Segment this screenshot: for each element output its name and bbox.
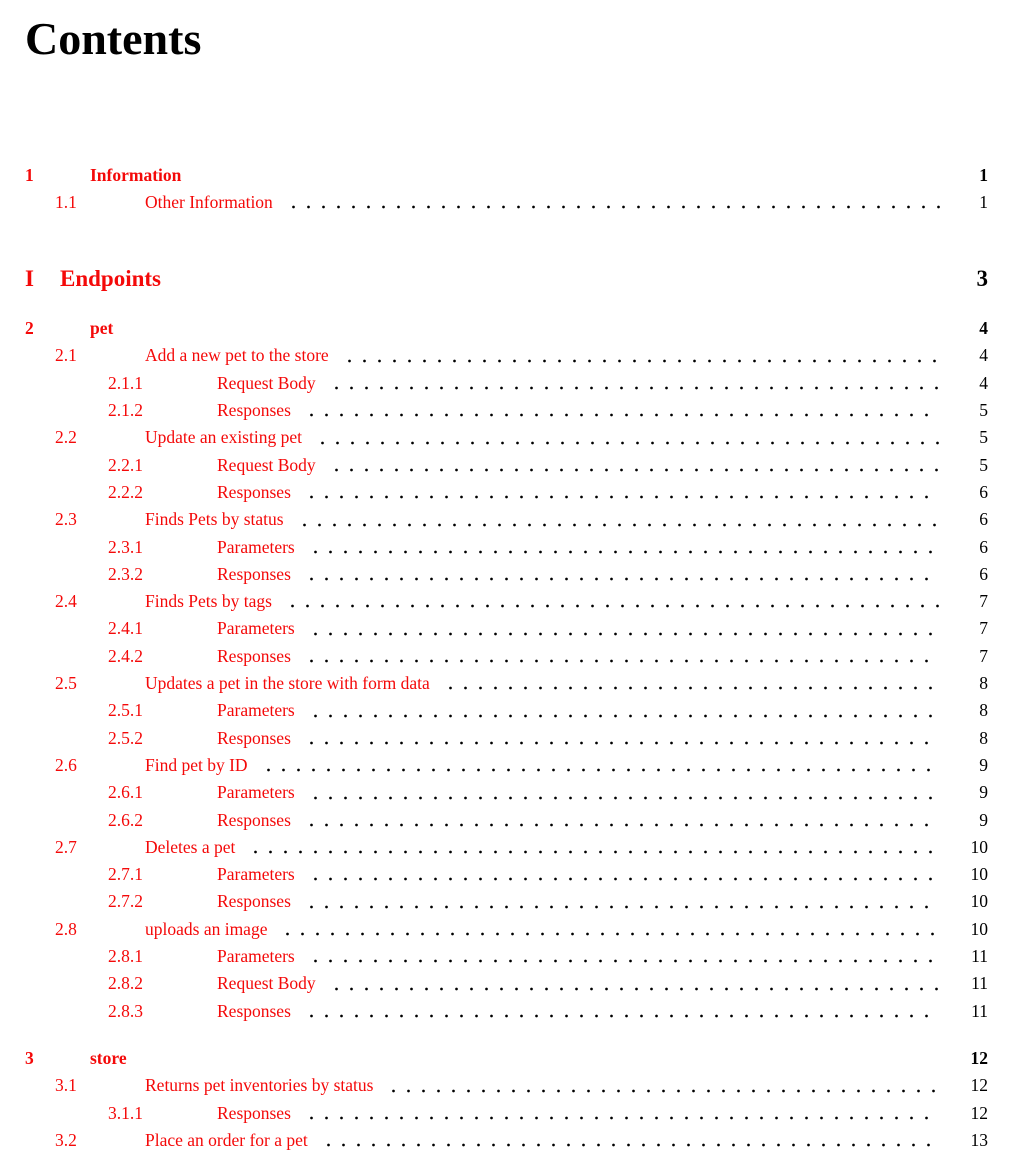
toc-entry-2.6[interactable] (25, 752, 988, 779)
dot-leader (300, 725, 940, 752)
toc-entry-2.1.1[interactable] (25, 370, 988, 397)
toc-entry-page-number: 1 (979, 164, 988, 185)
toc-entry-2.2.1[interactable] (25, 452, 988, 479)
toc-entry-number[interactable]: 2.3.1 (108, 536, 143, 557)
toc-entry-3.1[interactable] (25, 1072, 988, 1099)
toc-entry-page-number: 4 (979, 318, 988, 339)
toc-entry-number[interactable]: I (25, 266, 34, 292)
dot-leader (317, 1127, 940, 1154)
toc-entry-number[interactable]: 2.6.2 (108, 809, 143, 830)
toc-entry-label[interactable]: Parameters (217, 536, 295, 557)
toc-entry-page-number: 12 (970, 1102, 988, 1123)
dot-leader (282, 189, 940, 216)
toc-entry-number[interactable]: 3.2 (55, 1129, 77, 1150)
toc-entry-page-number: 4 (979, 372, 988, 393)
dot-leader (300, 998, 940, 1025)
toc-entry-page-number: 10 (970, 836, 988, 857)
dot-leader (338, 342, 940, 369)
toc-entry-label[interactable]: Responses (217, 481, 291, 502)
dot-leader (300, 561, 940, 588)
toc-entry-2.2.2[interactable] (25, 479, 988, 506)
toc-entry-number[interactable]: 3.1 (55, 1075, 77, 1096)
toc-entry-label[interactable]: Update an existing pet (145, 427, 302, 448)
toc-entry-label[interactable]: Parameters (217, 864, 295, 885)
toc-entry-1[interactable] (25, 162, 988, 189)
toc-entry-2.5[interactable] (25, 670, 988, 697)
toc-entry-label[interactable]: Responses (217, 809, 291, 830)
toc-entry-page-number: 3 (976, 266, 988, 292)
dot-leader (325, 370, 940, 397)
toc-entry-page-number: 13 (970, 1129, 988, 1150)
toc-entry-number[interactable]: 1 (25, 164, 34, 185)
toc-entry-number[interactable]: 2.8.2 (108, 973, 143, 994)
toc-entry-page-number: 5 (979, 454, 988, 475)
toc-entry-page-number: 5 (979, 427, 988, 448)
dot-leader (304, 534, 940, 561)
dot-leader (122, 315, 940, 342)
dot-leader (300, 807, 940, 834)
toc-entry-page-number: 11 (971, 946, 988, 967)
dot-leader (136, 1045, 940, 1072)
toc-entry-number[interactable]: 2.4.1 (108, 618, 143, 639)
toc-entry-page-number: 9 (979, 809, 988, 830)
toc-entry-page-number: 5 (979, 400, 988, 421)
toc-entry-label[interactable]: pet (90, 318, 114, 339)
toc-entry-label[interactable]: Add a new pet to the store (145, 345, 329, 366)
toc-entry-label[interactable]: store (90, 1047, 127, 1068)
toc-entry-label[interactable]: Responses (217, 1000, 291, 1021)
toc-entry-3[interactable] (25, 1045, 988, 1072)
toc-entry-2.3.2[interactable] (25, 561, 988, 588)
toc-entry-number[interactable]: 2.3 (55, 509, 77, 530)
toc-entry-2.7.2[interactable] (25, 888, 988, 915)
toc-entry-number[interactable]: 2.4 (55, 591, 77, 612)
toc-entry-2.1.2[interactable] (25, 397, 988, 424)
toc-entry-number[interactable]: 2.5.2 (108, 727, 143, 748)
toc-entry-1.1[interactable] (25, 189, 988, 216)
toc-entry-label[interactable]: Responses (217, 1102, 291, 1123)
toc-entry-number[interactable]: 2.3.2 (108, 563, 143, 584)
toc-entry-label[interactable]: Request Body (217, 973, 316, 994)
toc-entry-page-number: 7 (979, 618, 988, 639)
dot-leader (300, 397, 940, 424)
toc-entry-page-number: 4 (979, 345, 988, 366)
toc-entry-page-number: 10 (970, 864, 988, 885)
toc-entry-2.4.1[interactable] (25, 615, 988, 642)
toc-entry-label[interactable]: Parameters (217, 700, 295, 721)
toc-entry-label[interactable]: Parameters (217, 782, 295, 803)
toc-entry-page-number: 11 (971, 973, 988, 994)
toc-entry-label[interactable]: Information (90, 164, 182, 185)
toc-entry-I[interactable] (25, 262, 988, 295)
dot-leader (325, 970, 940, 997)
toc-entry-number[interactable]: 2.8.1 (108, 946, 143, 967)
dot-leader (300, 643, 940, 670)
toc-entry-number[interactable]: 2.6.1 (108, 782, 143, 803)
toc-entry-number[interactable]: 2.2.1 (108, 454, 143, 475)
toc-entry-2.5.2[interactable] (25, 725, 988, 752)
dot-leader (304, 861, 940, 888)
dot-leader (304, 779, 940, 806)
toc-entry-2.3[interactable] (25, 506, 988, 533)
toc-entry-number[interactable]: 2.4.2 (108, 645, 143, 666)
page-title: Contents (25, 13, 202, 64)
toc-entry-number[interactable]: 2.5 (55, 673, 77, 694)
toc-entry-2.6.1[interactable] (25, 779, 988, 806)
toc-entry-number[interactable]: 1.1 (55, 191, 77, 212)
toc-entry-2.4.2[interactable] (25, 643, 988, 670)
toc-entry-2.8.1[interactable] (25, 943, 988, 970)
dot-leader (300, 1100, 940, 1127)
toc-entry-page-number: 6 (979, 536, 988, 557)
dot-leader (304, 697, 940, 724)
toc-entry-2.6.2[interactable] (25, 807, 988, 834)
dot-leader (325, 452, 940, 479)
toc-entry-2.3.1[interactable] (25, 534, 988, 561)
toc-entry-2.7.1[interactable] (25, 861, 988, 888)
toc-entry-page-number: 8 (979, 700, 988, 721)
toc-entry-2.8.3[interactable] (25, 998, 988, 1025)
toc-entry-label[interactable]: uploads an image (145, 918, 268, 939)
toc-entry-label[interactable]: Place an order for a pet (145, 1129, 308, 1150)
toc-entry-2.8.2[interactable] (25, 970, 988, 997)
toc-entry-page-number: 11 (971, 1000, 988, 1021)
toc-entry-page-number: 8 (979, 673, 988, 694)
toc-entry-page-number: 12 (970, 1047, 988, 1068)
toc-entry-2.8[interactable] (25, 916, 988, 943)
toc-entry-2[interactable] (25, 315, 988, 342)
toc-entry-label[interactable]: Finds Pets by status (145, 509, 284, 530)
table-of-contents (25, 162, 988, 1155)
toc-entry-number[interactable]: 2.6 (55, 754, 77, 775)
toc-entry-3.2[interactable] (25, 1127, 988, 1154)
toc-entry-number[interactable]: 2.8.3 (108, 1000, 143, 1021)
toc-entry-page-number: 9 (979, 782, 988, 803)
toc-entry-number[interactable]: 3 (25, 1047, 34, 1068)
toc-entry-label[interactable]: Responses (217, 645, 291, 666)
toc-entry-label[interactable]: Responses (217, 400, 291, 421)
dot-leader (244, 834, 940, 861)
toc-entry-label[interactable]: Deletes a pet (145, 836, 236, 857)
toc-entry-number[interactable]: 2.7.1 (108, 864, 143, 885)
dot-leader (293, 506, 940, 533)
toc-entry-page-number: 10 (970, 891, 988, 912)
toc-entry-number[interactable]: 2.7 (55, 836, 77, 857)
toc-entry-2.2[interactable] (25, 424, 988, 451)
toc-entry-number[interactable]: 2.2.2 (108, 481, 143, 502)
toc-entry-page-number: 6 (979, 509, 988, 530)
toc-entry-page-number: 12 (970, 1075, 988, 1096)
toc-entry-number[interactable]: 2.2 (55, 427, 77, 448)
dot-leader (439, 670, 940, 697)
toc-entry-label[interactable]: Other Information (145, 191, 273, 212)
toc-entry-page-number: 9 (979, 754, 988, 775)
toc-entry-page-number: 1 (979, 191, 988, 212)
toc-entry-number[interactable]: 3.1.1 (108, 1102, 143, 1123)
toc-entry-label[interactable]: Parameters (217, 618, 295, 639)
toc-entry-page-number: 7 (979, 591, 988, 612)
toc-entry-label[interactable]: Returns pet inventories by status (145, 1075, 374, 1096)
toc-entry-label[interactable]: Endpoints (60, 266, 162, 292)
toc-entry-page-number: 6 (979, 481, 988, 502)
dot-leader (300, 479, 940, 506)
toc-entry-number[interactable]: 2.1.2 (108, 400, 143, 421)
toc-entry-2.4[interactable] (25, 588, 988, 615)
dot-leader (276, 916, 940, 943)
toc-entry-number[interactable]: 2.7.2 (108, 891, 143, 912)
toc-entry-number[interactable]: 2.5.1 (108, 700, 143, 721)
toc-entry-2.7[interactable] (25, 834, 988, 861)
toc-entry-2.5.1[interactable] (25, 697, 988, 724)
toc-entry-page-number: 7 (979, 645, 988, 666)
toc-entry-number[interactable]: 2.1 (55, 345, 77, 366)
toc-entry-number[interactable]: 2.8 (55, 918, 77, 939)
dot-leader (170, 262, 940, 295)
toc-entry-label[interactable]: Responses (217, 727, 291, 748)
toc-entry-page-number: 6 (979, 563, 988, 584)
toc-entry-2.1[interactable] (25, 342, 988, 369)
toc-entry-label[interactable]: Find pet by ID (145, 754, 248, 775)
toc-entry-label[interactable]: Request Body (217, 454, 316, 475)
dot-leader (304, 943, 940, 970)
toc-entry-number[interactable]: 2.1.1 (108, 372, 143, 393)
toc-entry-label[interactable]: Updates a pet in the store with form data (145, 673, 430, 694)
toc-entry-label[interactable]: Request Body (217, 372, 316, 393)
dot-leader (382, 1072, 940, 1099)
dot-leader (304, 615, 940, 642)
dot-leader (311, 424, 940, 451)
toc-entry-number[interactable]: 2 (25, 318, 34, 339)
toc-entry-3.1.1[interactable] (25, 1100, 988, 1127)
dot-leader (257, 752, 940, 779)
dot-leader (300, 888, 940, 915)
dot-leader (281, 588, 940, 615)
toc-entry-page-number: 8 (979, 727, 988, 748)
toc-entry-label[interactable]: Responses (217, 891, 291, 912)
toc-entry-page-number: 10 (970, 918, 988, 939)
toc-entry-label[interactable]: Parameters (217, 946, 295, 967)
toc-entry-label[interactable]: Finds Pets by tags (145, 591, 272, 612)
toc-entry-label[interactable]: Responses (217, 563, 291, 584)
dot-leader (190, 162, 940, 189)
